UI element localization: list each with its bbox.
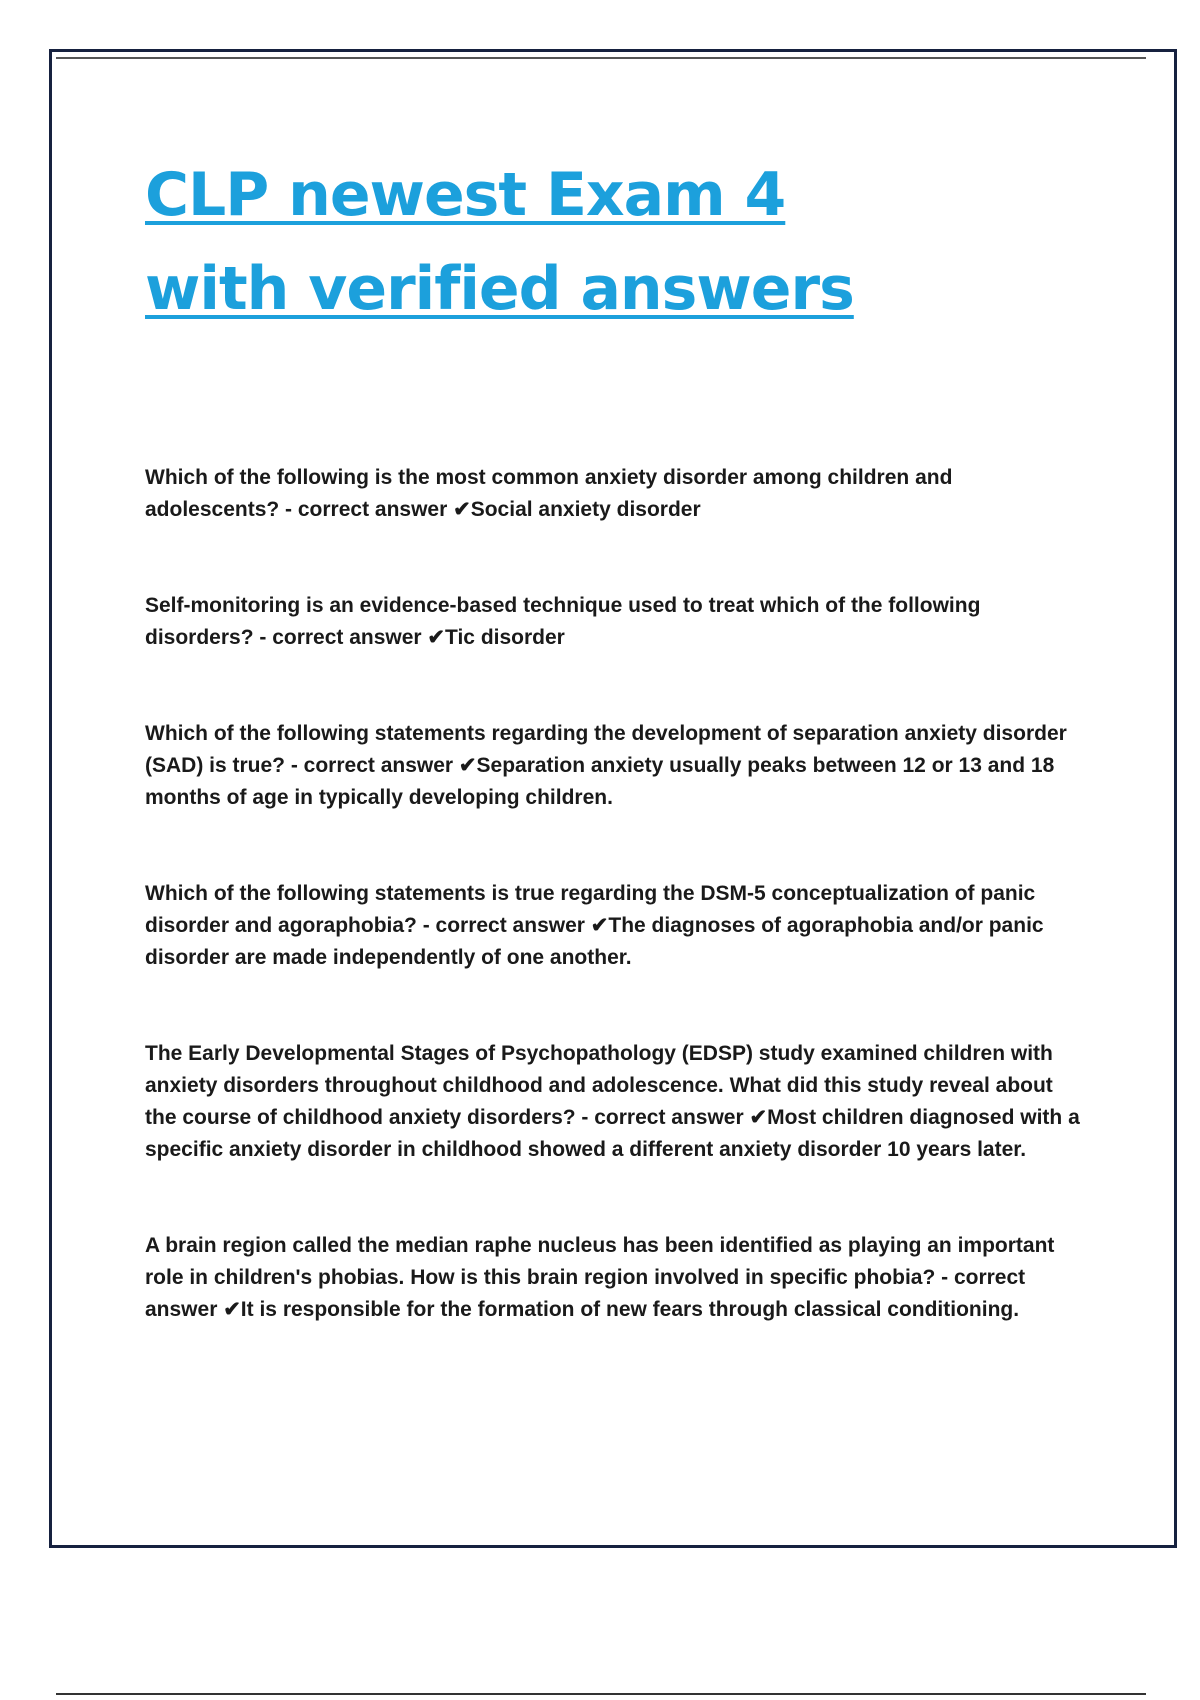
header-rule xyxy=(56,57,1146,59)
qa-item: A brain region called the median raphe nucleus has been identified as playing an important role in children's phobias. How is this brain region involved in specific phobia? - correct answer ✔It is responsible for the formation of new fears through classical conditioning. xyxy=(145,1234,1055,1321)
footer-rule xyxy=(56,1693,1146,1695)
qa-item: Which of the following is the most common anxiety disorder among children and adolescents? - correct answer ✔Social anxiety disorder xyxy=(145,466,953,521)
qa-item: Which of the following statements is true regarding the DSM-5 conceptualization of panic disorder and agoraphobia? - correct answer ✔The diagnoses of agoraphobia and/or panic disorder are made independently of one another. xyxy=(145,882,1044,969)
qa-item: The Early Developmental Stages of Psychopathology (EDSP) study examined children with anxiety disorders throughout childhood and adolescence. What did this study reveal about the course of childhood anxiety disorders? - correct answer ✔Most children diagnosed with a specific anxiety disorder in childhood showed a different anxiety disorder 10 years later. xyxy=(145,1042,1080,1161)
question-answer-list xyxy=(145,462,1085,1390)
document-title: CLP newest Exam 4 with verified answers xyxy=(145,160,854,324)
qa-item: Which of the following statements regarding the development of separation anxiety disorder (SAD) is true? - correct answer ✔Separation anxiety usually peaks between 12 or 13 and 18 months of age in typically developing children. xyxy=(145,722,1067,809)
qa-item: Self-monitoring is an evidence-based technique used to treat which of the following disorders? - correct answer ✔Tic disorder xyxy=(145,594,981,649)
